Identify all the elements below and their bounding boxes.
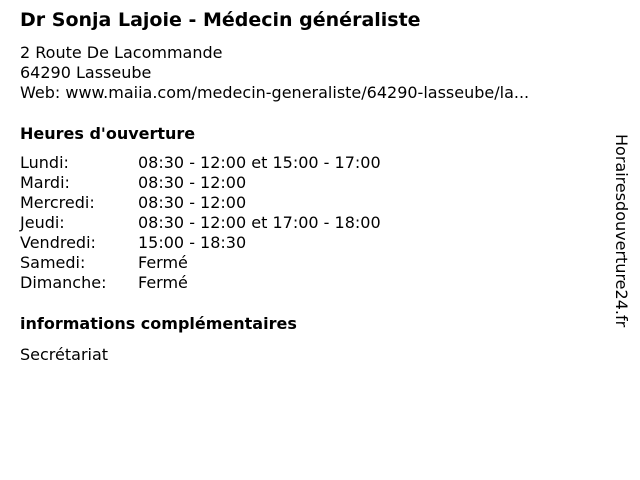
- hours-day: Jeudi:: [20, 213, 65, 232]
- page-title: Dr Sonja Lajoie - Médecin généraliste: [20, 9, 421, 31]
- address-block: [20, 43, 529, 103]
- info-heading: informations complémentaires: [20, 314, 297, 333]
- hours-table: [20, 153, 450, 293]
- address-city: 64290 Lasseube: [20, 63, 152, 82]
- hours-row-monday: [20, 153, 450, 173]
- hours-row-wednesday: [20, 193, 450, 213]
- info-text: Secrétariat: [20, 345, 109, 364]
- hours-time: 08:30 - 12:00: [138, 193, 247, 212]
- hours-time: 08:30 - 12:00 et 15:00 - 17:00: [138, 153, 381, 172]
- website-link[interactable]: Web: www.maiia.com/medecin-generaliste/64290-lasseube/la...: [20, 83, 530, 102]
- hours-time: 15:00 - 18:30: [138, 233, 247, 252]
- hours-day: Dimanche:: [20, 273, 107, 292]
- hours-row-thursday: [20, 213, 450, 233]
- hours-day: Mercredi:: [20, 193, 95, 212]
- hours-row-friday: [20, 233, 450, 253]
- hours-row-sunday: [20, 273, 450, 293]
- hours-time: 08:30 - 12:00 et 17:00 - 18:00: [138, 213, 381, 232]
- hours-row-saturday: [20, 253, 450, 273]
- address-street: 2 Route De Lacommande: [20, 43, 223, 62]
- hours-day: Vendredi:: [20, 233, 96, 252]
- hours-day: Mardi:: [20, 173, 70, 192]
- hours-time: Fermé: [138, 253, 188, 272]
- site-watermark: Horairesdouverture24.fr: [612, 134, 631, 328]
- hours-time: Fermé: [138, 273, 188, 292]
- hours-day: Lundi:: [20, 153, 69, 172]
- hours-heading: Heures d'ouverture: [20, 124, 196, 143]
- hours-time: 08:30 - 12:00: [138, 173, 247, 192]
- hours-row-tuesday: [20, 173, 450, 193]
- hours-day: Samedi:: [20, 253, 86, 272]
